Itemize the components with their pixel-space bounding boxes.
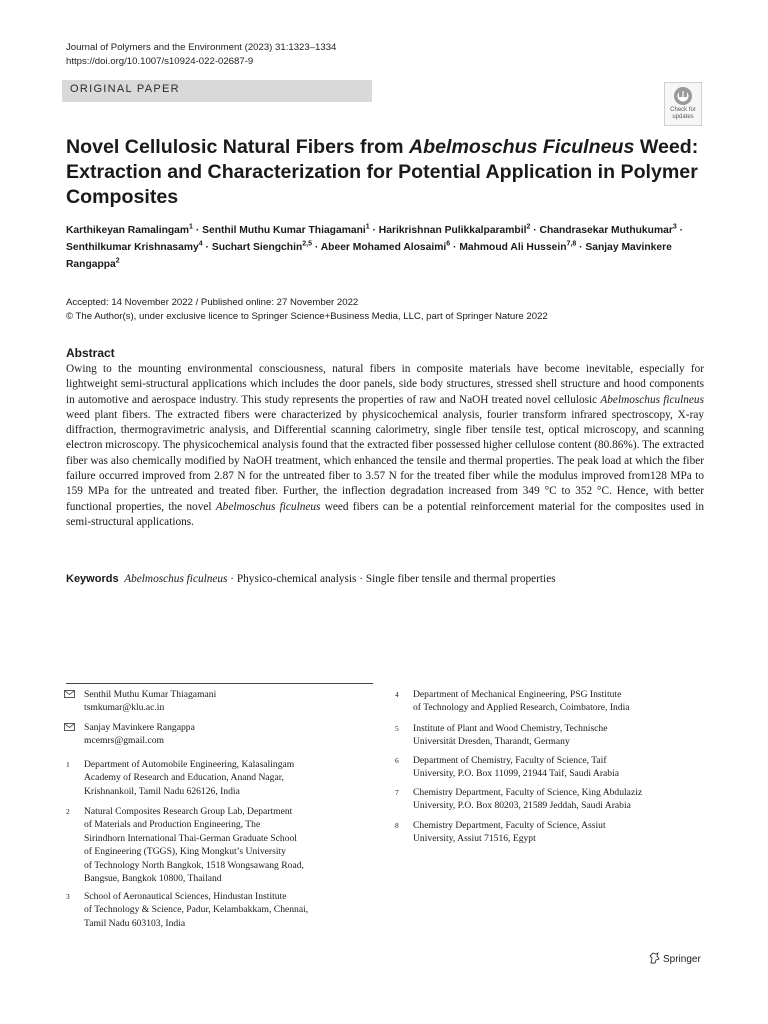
affiliation-line: Tamil Nadu 603103, India [84, 917, 186, 929]
author-name[interactable]: Senthilkumar Krishnasamy [66, 242, 199, 253]
abstract-part-1: Owing to the mounting environmental consciousness, natural fibers in composite materials have become inevitable, especially for lightweight semi-structural applications which includes the door panels, side body structures, stressed shell structure and hood components in automotive and aerospace industry. This study represents the properties of raw and NaOH treated novel cellulosic [66, 363, 704, 406]
affiliation-line: of Engineering (TGGS), King Mongkut’s University [84, 846, 286, 858]
affiliation-number: 5 [395, 724, 399, 733]
affiliation-line: Krishnankoil, Tamil Nadu 626126, India [84, 785, 240, 797]
springer-horse-icon [649, 952, 660, 964]
affiliation-number: 3 [66, 892, 70, 901]
keyword-species: Abelmoschus ficulneus [124, 573, 228, 585]
affiliation-line: Academy of Research and Education, Anand Nagar, [84, 772, 284, 784]
abstract-part-2: weed plant fibers. The extracted fibers were characterized by physicochemical analysis, fourier transform infrared spectroscopy, X-ray diffraction, thermogravimetric analysis, and Differential scanning calorimetry, single fiber tensile test, optical microscopy, and scanning electron microscopy. The physicochemical analysis found that the extracted fiber possessed higher cellulose content (80.86%). The extracted fiber was also chemically modified by NaOH treatment, which enhanced the tensile and thermal properties. The peak load at which the fiber failure occurred improved from 2.87 N for the untreated fiber to 3.57 N for the treated fiber while the modulus improved from128 MPa to 159 MPa for the untreated and treated fiber. Further, the inflection degradation increased from 349 °C to 352 °C. Hence, with better functional properties, the novel [66, 408, 704, 513]
check-for-updates-badge[interactable] [664, 82, 702, 126]
affiliation-line: Chemistry Department, Faculty of Science, Assiut [413, 820, 606, 831]
author-name[interactable]: Mahmoud Ali Hussein [459, 242, 567, 253]
check-updates-icon [673, 86, 693, 106]
author-affiliation-mark: 1 [365, 223, 370, 231]
affiliation-line: University, P.O. Box 80203, 21589 Jeddah, Saudi Arabia [413, 800, 631, 812]
contact-name: Senthil Muthu Kumar Thiagamani [84, 689, 217, 700]
publication-dates: Accepted: 14 November 2022 / Published online: 27 November 2022 [66, 297, 359, 308]
abstract-text [66, 362, 704, 530]
affiliation-line: of Technology and Applied Research, Coimbatore, India [413, 702, 630, 714]
author-separator: · [202, 242, 212, 253]
author-affiliation-mark: 2,5 [302, 240, 312, 248]
affiliation-line: Institute of Plant and Wood Chemistry, Technische [413, 723, 608, 734]
affiliation-line: Department of Mechanical Engineering, PSG Institute [413, 689, 622, 700]
title-part-1: Novel Cellulosic Natural Fibers from [66, 136, 409, 158]
author-affiliation-mark: 7,8 [566, 240, 577, 248]
author-separator: · [311, 242, 321, 253]
affiliation-line: Department of Chemistry, Faculty of Science, Taif [413, 755, 607, 766]
author-name[interactable]: Abeer Mohamed Alosaimi [320, 242, 447, 253]
author-separator: · [676, 225, 684, 236]
abstract-heading: Abstract [66, 346, 115, 360]
author-name[interactable]: Suchart Siengchin [211, 242, 303, 253]
author-separator: · [450, 242, 460, 253]
title-part-2: Weed: Extraction and Characterization for Potential Application in Polymer Composites [66, 136, 699, 208]
author-name[interactable]: Karthikeyan Ramalingam [66, 225, 190, 236]
affiliation-number: 8 [395, 821, 399, 830]
affiliation-number: 7 [395, 788, 399, 797]
title-species: Abelmoschus Ficulneus [408, 136, 635, 158]
affiliation-number: 1 [66, 760, 70, 769]
envelope-icon [64, 690, 75, 698]
affiliation-line: University, P.O. Box 11099, 21944 Taif, Saudi Arabia [413, 768, 620, 780]
abstract-part-3: weed fibers can be a potential reinforcement material for the composites used in semi-structural applications. [66, 500, 704, 528]
keywords-rest: · Physico-chemical analysis · Single fiber tensile and thermal properties [227, 573, 556, 585]
author-affiliation-mark: 2 [526, 223, 531, 231]
publisher-footer [649, 952, 701, 967]
doi-link[interactable]: https://doi.org/10.1007/s10924-022-02687-9 [66, 56, 254, 67]
envelope-icon [64, 723, 75, 731]
contact-email[interactable]: tsmkumar@klu.ac.in [84, 702, 165, 714]
affiliation-line: of Technology North Bangkok, 1518 Wongsawang Road, [84, 859, 304, 871]
footnote-divider [66, 683, 373, 684]
author-separator: · [576, 242, 586, 253]
journal-citation: Journal of Polymers and the Environment (2023) 31:1323–1334 [66, 42, 337, 53]
author-separator: · [192, 225, 203, 236]
paper-title [66, 135, 716, 210]
affiliation-line: Sirindhorn International Thai-German Graduate School [84, 832, 297, 844]
keywords [66, 572, 556, 587]
author-affiliation-mark: 3 [672, 223, 677, 231]
affiliation-number: 2 [66, 807, 70, 816]
author-separator: · [369, 225, 379, 236]
affiliation-line: Natural Composites Research Group Lab, Department [84, 806, 293, 817]
affiliation-line: Bangsue, Bangkok 10800, Thailand [84, 873, 222, 885]
affiliation-line: of Materials and Production Engineering, The [84, 819, 261, 831]
affiliation-number: 4 [395, 690, 399, 699]
contact-name: Sanjay Mavinkere Rangappa [84, 722, 195, 733]
affiliation-line: of Technology & Science, Padur, Kelambakkam, Chennai, [84, 904, 309, 916]
affiliation-line: University, Assiut 71516, Egypt [413, 833, 536, 845]
author-name[interactable]: Senthil Muthu Kumar Thiagamani [202, 225, 366, 236]
publisher-name: Springer [663, 954, 701, 965]
keywords-label: Keywords [66, 573, 119, 585]
affiliation-line: Chemistry Department, Faculty of Science, King Abdulaziz [413, 787, 643, 798]
author-name[interactable]: Chandrasekar Muthukumar [539, 225, 673, 236]
check-updates-text: Check for updates [670, 107, 696, 120]
author-affiliation-mark: 1 [189, 223, 193, 231]
affiliation-line: Universität Dresden, Tharandt, Germany [413, 736, 570, 748]
author-name[interactable]: Sanjay Mavinkere Rangappa [66, 242, 672, 270]
contact-email[interactable]: mcemrs@gmail.com [84, 735, 164, 747]
author-separator: · [530, 225, 540, 236]
author-name[interactable]: Harikrishnan Pulikkalparambil [378, 225, 527, 236]
abstract-species-1: Abelmoschus ficulneus [600, 393, 704, 406]
abstract-species-2: Abelmoschus ficulneus [215, 500, 321, 513]
copyright-notice: © The Author(s), under exclusive licence to Springer Science+Business Media, LLC, part of Springer Nature 2022 [66, 311, 548, 322]
author-affiliation-mark: 2 [115, 257, 120, 265]
author-affiliation-mark: 4 [198, 240, 203, 248]
paper-type-label: ORIGINAL PAPER [70, 83, 180, 95]
paper-type-banner [62, 80, 372, 102]
author-list [66, 222, 716, 273]
affiliation-line: Department of Automobile Engineering, Kalasalingam [84, 759, 295, 770]
author-affiliation-mark: 6 [446, 240, 451, 248]
affiliation-line: School of Aeronautical Sciences, Hindustan Institute [84, 891, 287, 902]
affiliation-number: 6 [395, 756, 399, 765]
